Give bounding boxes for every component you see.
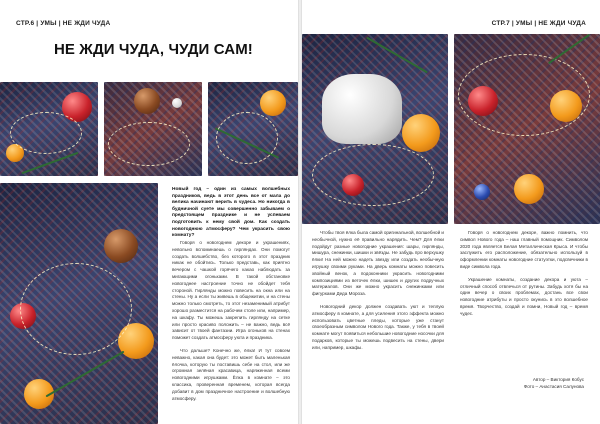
white-ornament-icon (172, 98, 182, 108)
paragraph: Новогодний декор должен создавать уют и теплую атмосферу в комнате, а для усиления этого эффекта можно использовать цветные пледы, которые уже станут своеобразным символом Нового года. Также, у тебя в твоей комнате могут появиться небольшие новогодние носочки для подарков, которые ты можешь подвесить на стены, двери или, например, шкафы. (312, 303, 444, 350)
paragraph: Говоря о новогоднем декоре и украшениях, невольно вспоминаешь о гирляндах. Они помогут создать волшебство, без которого в этот праздник никак не обойтись. Только представь, как приятно вечером с чашкой горячего какао наблюдать за мигающими огоньками. В такой обстановке новогоднее настроение точно не обойдет тебя стороной. Гирлянды можно повесить на окна или на стены. Ну а если ты живешь в общежитии, и на стены можно только смотреть, то этот незаменимый атрибут хорошо разместится на рабочем столе или, например, на шкафу. Ты можешь закрепить гирлянду на сетке или просто красиво положить – не важно, ведь всё зависит от твоей фантазии. Игра огоньков на стенах поможет создать атмосферу уюта и праздника. (172, 240, 290, 341)
garland-lights-icon (10, 112, 82, 154)
garland-lights-icon (216, 112, 278, 164)
gift-bag-icon (322, 74, 402, 144)
article-column-1 (172, 240, 290, 408)
right-page (302, 0, 600, 424)
article-column-3 (460, 230, 588, 324)
tangerine-icon (514, 174, 544, 204)
photo-tangerines-sweater (454, 34, 600, 224)
photo-gift-bag (302, 34, 448, 224)
garland-lights-icon (20, 263, 132, 355)
garland-lights-icon (312, 144, 434, 206)
garland-lights-icon (458, 54, 590, 136)
fir-branch-icon (21, 152, 78, 174)
paragraph: Украшение комнаты, создание декора и уюта – отличный способ отвлечься от рутины. Забудь хотя бы на один вечер о своих проблемах, достань все свои новогодние атрибуты и просто окунись в это волшебное время. Творчество, создай и помни, Новый год – время чудес. (460, 276, 588, 316)
brown-ornament-icon (104, 229, 138, 263)
photo-credit: Фото – Анастасия Салунова (523, 384, 584, 389)
photo-brown-ornament (104, 82, 202, 176)
article-lead: Новый год – один из самых волшебных праздников, ведь в этот день все от мала до велика начинают верить в чудеса. Но никогда в будничной суете мы совершенно забываем о предстоящем празднике и не успеваем подготовить к нему свой дом. Как создать новогоднюю атмосферу? Чем украсить свою комнату? (172, 187, 290, 239)
article-column-2 (312, 230, 444, 358)
left-page (0, 0, 298, 424)
photo-branch-lights (208, 82, 298, 176)
author-credit: Автор – Виктория Кобус (532, 377, 584, 382)
photo-garland-ornaments (0, 82, 98, 176)
page-header-left: СТР.6 | УМЫ | НЕ ЖДИ ЧУДА (16, 20, 111, 27)
fir-branch-icon (548, 34, 590, 64)
page-header-right: СТР.7 | УМЫ | НЕ ЖДИ ЧУДА (491, 20, 586, 27)
tangerine-icon (260, 90, 286, 116)
garland-lights-icon (108, 122, 190, 166)
blue-ornament-icon (474, 184, 490, 200)
paragraph: Говоря о новогоднем декоре, важно помнить, что символ Нового года – наш главный помощник. Символом 2020 года является Белая Металлическая Крыса. И чтобы заслужить его расположение, обязательно используй в оформлении комнаты новогодние статуэтки, подсвечники в виде символа года. (460, 230, 588, 269)
article-title: НЕ ЖДИ ЧУДА, ЧУДИ САМ! (54, 41, 253, 58)
photo-sweater-decor (0, 183, 158, 424)
paragraph: Чтобы твоя ёлка была самой оригинальной, волшебной и необычной, нужно её правильно нарядить. Чем? Для ёлки подойдут разные новогодние украшения: шары, гирлянды, мишура, снежинки, шишки и звёзды. Не забудь про верхушку ёлки! На ней можно надеть звезду или создать необычную игрушку своими руками. На дверь комнаты можно повесить хвойный венок, а подоконники украсить новогодними композициями из веточек ёлки, шишек и других подручных материалов. Они же можно украсить снежинками или фигурками Деда Мороза. (312, 230, 444, 297)
paragraph: Что дальше? Конечно же, ёлка! И тут совсем неважно, какая она будет: это может быть маленькая ёлочка, которую ты поставишь себе на стол, или же огромная зелёная красавица, наряженная всеми новогодними игрушками. Ёлка в комнате – это классика, проверенная временем, которая всегда добавит в дом праздничное настроение и волшебную атмосферу. (172, 347, 290, 401)
tangerine-icon (402, 114, 440, 152)
fir-branch-icon (366, 37, 428, 74)
article-credits (524, 376, 584, 390)
fir-branch-icon (46, 351, 125, 398)
brown-ornament-icon (134, 88, 160, 114)
